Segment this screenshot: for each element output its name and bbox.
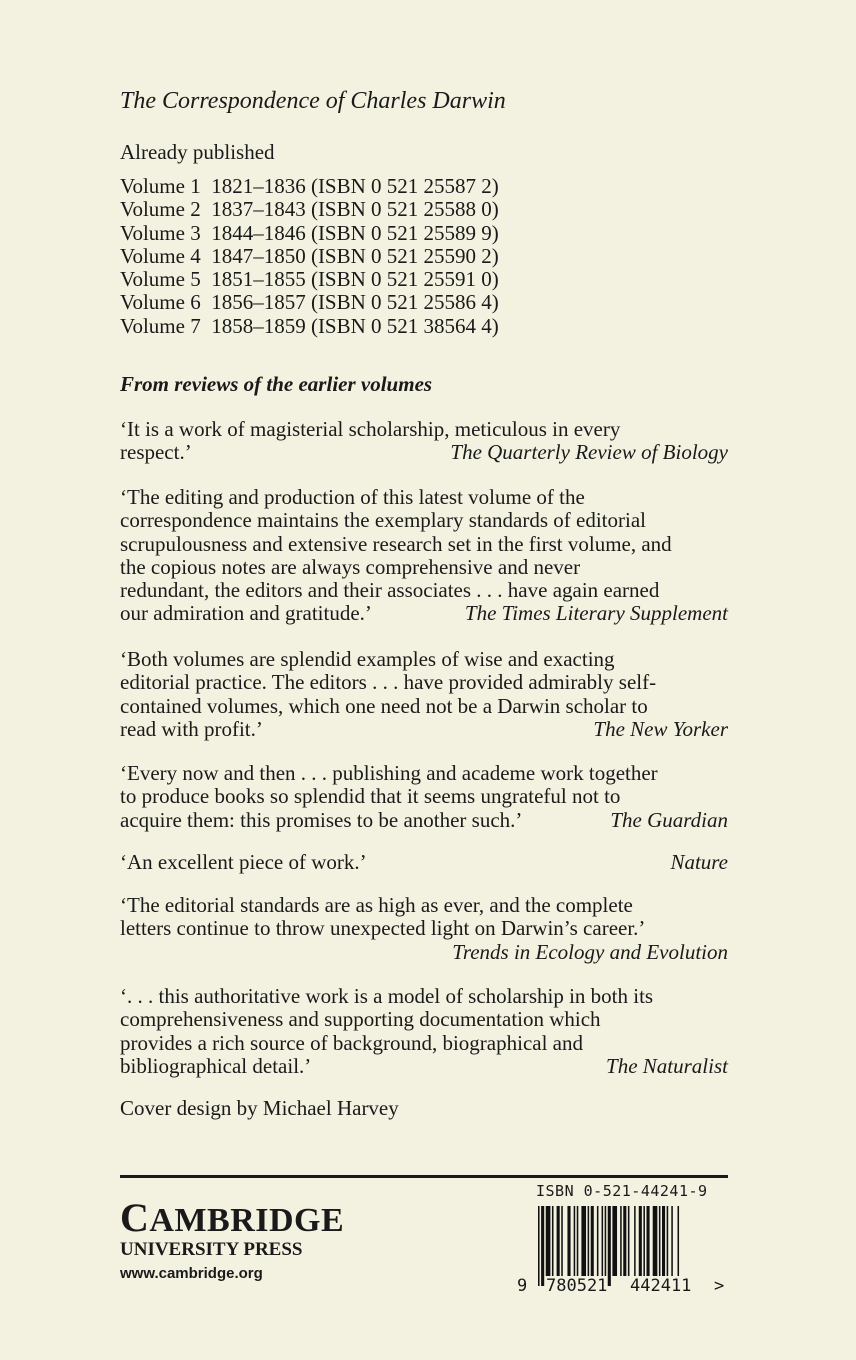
- barcode-bar: [623, 1206, 626, 1276]
- review-quote: [120, 762, 728, 832]
- barcode-bar: [659, 1206, 661, 1276]
- quote-line: our admiration and gratitude.’: [120, 601, 372, 626]
- quote-line: provides a rich source of background, biographical and: [120, 1030, 584, 1055]
- barcode-bar: [561, 1206, 563, 1276]
- barcode-bar: [546, 1206, 551, 1276]
- volume-list: [120, 175, 728, 338]
- reviews-heading: From reviews of the earlier volumes: [120, 372, 433, 396]
- quote-line: ‘Both volumes are splendid examples of wise and exacting: [120, 647, 615, 671]
- barcode-bar: [662, 1206, 665, 1276]
- barcode-bar: [602, 1206, 604, 1276]
- volume-item: Volume 4 1847–1850 (ISBN 0 521 25590 2): [120, 243, 499, 268]
- barcode-bar: [538, 1206, 540, 1286]
- quote-line: ‘It is a work of magisterial scholarship, meticulous in every: [120, 417, 621, 441]
- quote-line: contained volumes, which one need not be a Darwin scholar to: [120, 693, 648, 718]
- quote-source: The Times Literary Supplement: [464, 601, 728, 626]
- quote-line: the copious notes are always comprehensive and never: [120, 554, 581, 579]
- barcode-bar: [588, 1206, 590, 1276]
- quote-line: respect.’: [120, 440, 192, 465]
- quote-line: comprehensiveness and supporting documentation which: [120, 1007, 601, 1032]
- quote-source: The New Yorker: [593, 716, 728, 741]
- quote-line: ‘Every now and then . . . publishing and academe work together: [120, 761, 658, 785]
- barcode-bar: [591, 1206, 594, 1276]
- quote-line: letters continue to throw unexpected light on Darwin’s career.’: [120, 916, 646, 941]
- review-quote: [120, 851, 728, 874]
- barcode-bar: [643, 1206, 645, 1276]
- quote-source: Trends in Ecology and Evolution: [452, 939, 728, 964]
- barcode-bar: [567, 1206, 570, 1276]
- quote-line: read with profit.’: [120, 716, 263, 741]
- already-published-label: Already published: [120, 140, 275, 164]
- barcode-bar: [574, 1206, 576, 1276]
- quote-line: ‘The editorial standards are as high as ever, and the complete: [120, 893, 633, 917]
- volume-item: Volume 1 1821–1836 (ISBN 0 521 25587 2): [120, 174, 499, 198]
- volume-item: Volume 6 1856–1857 (ISBN 0 521 25586 4): [120, 290, 499, 315]
- cover-design-credit: Cover design by Michael Harvey: [120, 1096, 399, 1120]
- review-quote: [120, 894, 728, 964]
- barcode-bar: [639, 1206, 642, 1276]
- quote-line: editorial practice. The editors . . . have provided admirably self-: [120, 670, 657, 695]
- quote-source: The Naturalist: [606, 1053, 728, 1078]
- barcode-bar: [608, 1206, 611, 1286]
- barcode-bar: [581, 1206, 586, 1276]
- barcode-bar: [634, 1206, 636, 1276]
- barcode-bar: [597, 1206, 599, 1276]
- quote-line: to produce books so splendid that it seems ungrateful not to: [120, 784, 621, 809]
- barcode-bar: [605, 1206, 607, 1286]
- publisher-logo: [120, 1195, 345, 1282]
- series-title: The Correspondence of Charles Darwin: [120, 88, 506, 114]
- volume-item: Volume 3 1844–1846 (ISBN 0 521 25589 9): [120, 220, 499, 245]
- barcode-bar: [577, 1206, 579, 1276]
- divider: [120, 1175, 728, 1178]
- review-quote: [120, 486, 728, 626]
- quote-line: ‘. . . this authoritative work is a model of scholarship in both its: [120, 984, 654, 1008]
- quote-line: ‘The editing and production of this latest volume of the: [120, 485, 585, 509]
- quote-source: The Quarterly Review of Biology: [450, 440, 728, 465]
- quote-line: acquire them: this promises to be another such.’: [120, 807, 523, 832]
- quote-line: scrupulousness and extensive research set in the first volume, and: [120, 531, 672, 556]
- barcode-bar: [552, 1206, 554, 1276]
- barcode-end-mark: >: [714, 1276, 725, 1296]
- publisher-name-initial: C: [120, 1195, 150, 1240]
- barcode-lead-digit: 9: [517, 1276, 528, 1296]
- review-quote: [120, 418, 728, 465]
- barcode-bar: [557, 1206, 560, 1276]
- quote-line: bibliographical detail.’: [120, 1053, 312, 1078]
- publisher-url: www.cambridge.org: [120, 1265, 263, 1282]
- barcode-bar: [612, 1206, 617, 1276]
- quote-line: correspondence maintains the exemplary standards of editorial: [120, 508, 646, 533]
- volume-item: Volume 2 1837–1843 (ISBN 0 521 25588 0): [120, 197, 499, 222]
- barcode-bar: [678, 1206, 680, 1286]
- quote-line: redundant, the editors and their associates . . . have again earned: [120, 578, 660, 603]
- barcode-bar: [620, 1206, 622, 1276]
- quote-source: The Guardian: [610, 807, 728, 832]
- quote-source: Nature: [670, 850, 728, 874]
- barcode-bar: [647, 1206, 650, 1276]
- publisher-subtitle: UNIVERSITY PRESS: [120, 1239, 303, 1260]
- barcode-bar: [653, 1206, 658, 1276]
- barcode-bar: [628, 1206, 630, 1276]
- barcode-bar: [671, 1206, 673, 1276]
- isbn-label: ISBN 0-521-44241-9: [536, 1182, 708, 1200]
- volume-item: Volume 5 1851–1855 (ISBN 0 521 25591 0): [120, 267, 499, 292]
- quote-line: ‘An excellent piece of work.’: [120, 850, 367, 874]
- review-quote: [120, 985, 728, 1078]
- barcode-digits-left: 780521: [546, 1276, 608, 1296]
- barcode-digits-right: 442411: [630, 1276, 692, 1296]
- barcode-bar: [541, 1206, 544, 1286]
- review-quote: [120, 648, 728, 741]
- barcode-bar: [667, 1206, 669, 1276]
- publisher-name: AMBRIDGE: [149, 1202, 345, 1239]
- volume-item: Volume 7 1858–1859 (ISBN 0 521 38564 4): [120, 313, 499, 338]
